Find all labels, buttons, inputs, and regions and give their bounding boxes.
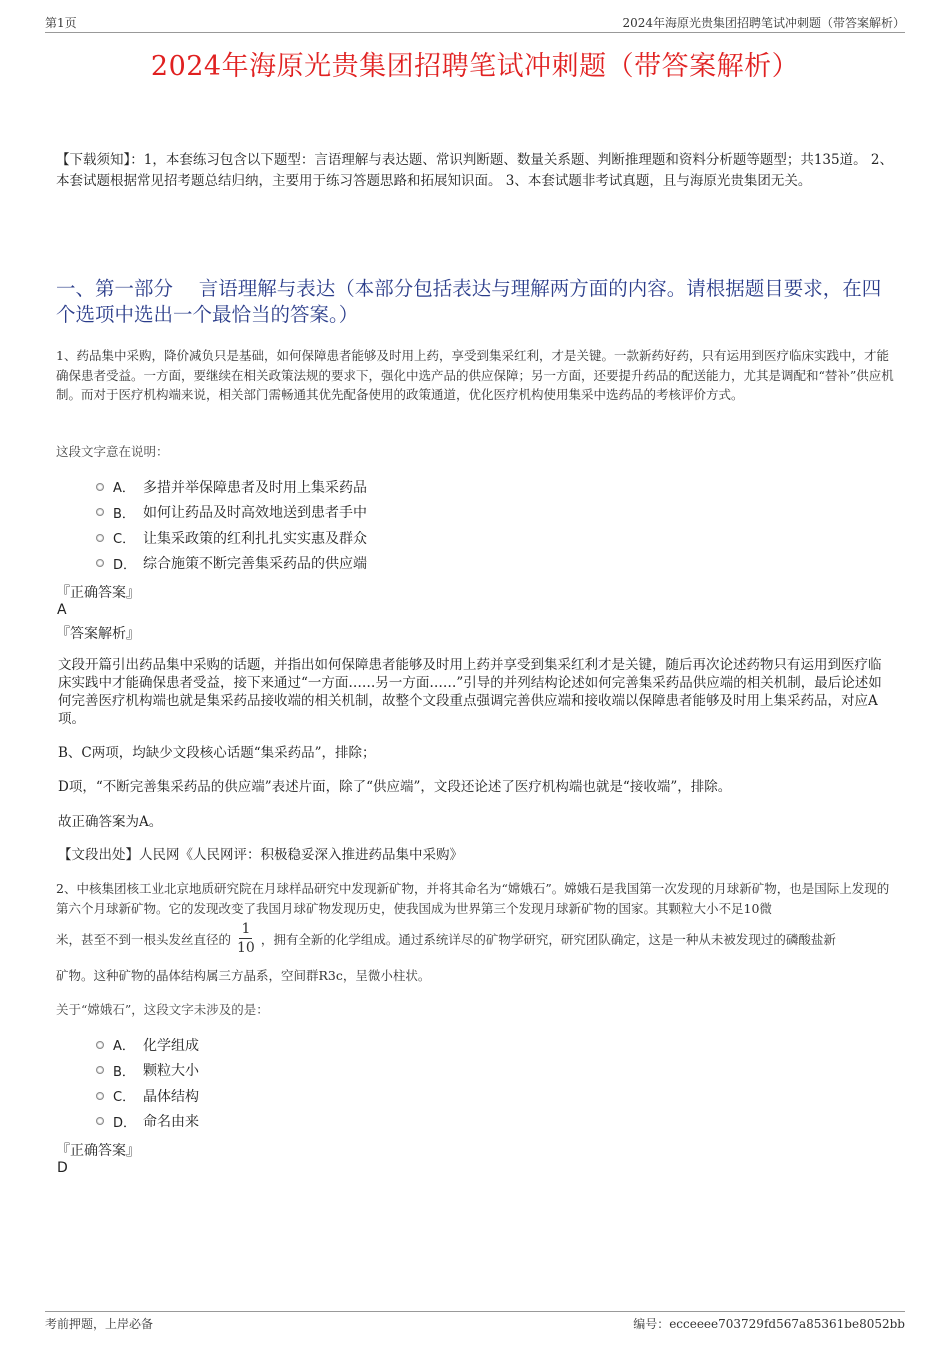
q2-text-line2: 米，甚至不到一根头发丝直径的 $\frac{1}{10}$ ，拥有全新的化学组成。通过系统详尽的矿物学研究，研究团队确定，这是一种从未被发现过的磷酸盐新 [56,921,836,956]
fraction-numerator: 1 [241,921,251,937]
document-title: 2024年海原光贵集团招聘笔试冲刺题（带答案解析） [150,51,800,82]
section-heading: 一、第一部分 言语理解与表达（本部分包括表达与理解两方面的内容。请根据题目要求，在四个选项中选出一个最恰当的答案。） [56,277,882,326]
q1-analysis-paragraph: 文段开篇引出药品集中采购的话题，并指出如何保障患者能够及时用上药并享受到集采红利才是关键，随后再次论述药物只有运用到医疗临床实践中才能确保患者受益，接下来通过“一方面……另一方面……”引导的并列结构论述如何完善集采药品供应端的相关机制，最后论述如何完善医疗机构端也就是集采药品接收端的相关机制，故整个文段重点强调完善供应端和接收端以保障患者能够及时用上集采药品，对应A项。 [58,657,882,727]
radio-icon[interactable] [96,483,104,491]
q1-answer: A [57,602,67,618]
page-footer [45,1311,905,1332]
radio-icon[interactable] [96,1092,104,1100]
q2-option-c[interactable]: C． 晶体结构 [96,1083,199,1109]
q1-analysis-d: D项，“不断完善集采药品的供应端”表述片面，除了“供应端”，文段还论述了医疗机构端也就是“接收端”，排除。 [58,779,732,795]
q1-options [96,474,367,576]
q2-option-b[interactable]: B． 颗粒大小 [96,1058,199,1084]
radio-icon[interactable] [96,1041,104,1049]
q1-text: 1、药品集中采购，降价减负只是基础，如何保障患者能够及时用上药，享受到集采红利，才是关键。一款新药好药，只有运用到医疗临床实践中，才能确保患者受益。一方面，要继续在相关政策法规的要求下，强化中选产品的供应保障；另一方面，还要提升药品的配送能力，尤其是调配和“替补”供应机制。而对于医疗机构端来说，相关部门需畅通其优先配备使用的政策通道，优化医疗机构使用集采中选药品的考核评价方式。 [56,348,894,402]
radio-icon[interactable] [96,559,104,567]
q1-source: 【文段出处】人民网《人民网评：积极稳妥深入推进药品集中采购》 [58,847,463,863]
q2-text-line1: 2、中核集团核工业北京地质研究院在月球样品研究中发现新矿物，并将其命名为“嫦娥石”。嫦娥石是我国第一次发现的月球新矿物，也是国际上发现的第六个月球新矿物。它的发现改变了我国月球矿物发现历史，使我国成为世界第三个发现月球新矿物的国家。其颗粒大小不足10微 [56,881,890,916]
radio-icon[interactable] [96,534,104,542]
q1-option-c[interactable]: C． 让集采政策的红利扎扎实实惠及群众 [96,525,367,551]
radio-icon[interactable] [96,1066,104,1074]
radio-icon[interactable] [96,508,104,516]
header-doc-title: 2024年海原光贵集团招聘笔试冲刺题（带答案解析） [622,16,905,30]
q1-stem: 这段文字意在说明： [56,444,169,459]
q2-answer-label: 『正确答案』 [56,1143,140,1159]
q2-options [96,1032,199,1134]
download-notice: 【下载须知】：1，本套练习包含以下题型：言语理解与表达题、常识判断题、数量关系题、判断推理题和资料分析题等题型；共135道。 2、本套试题根据常见招考题总结归纳，主要用于练习答题思路和拓展知识面。 3、本套试题非考试真题，且与海原光贵集团无关。 [56,152,893,189]
q1-option-a[interactable]: A． 多措并举保障患者及时用上集采药品 [96,474,367,500]
footer-serial: 编号：ecceeee703729fd567a85361be8052bb [633,1317,905,1331]
q1-analysis-label: 『答案解析』 [56,626,140,642]
q1-analysis-bc: B、C两项，均缺少文段核心话题“集采药品”，排除； [58,745,376,761]
q1-option-b[interactable]: B． 如何让药品及时高效地送到患者手中 [96,500,367,526]
fraction [237,920,255,957]
q1-conclusion: 故正确答案为A。 [58,814,163,830]
footer-slogan: 考前押题，上岸必备 [45,1317,154,1331]
page-header [45,14,905,33]
radio-icon[interactable] [96,1117,104,1125]
q1-answer-label: 『正确答案』 [56,585,140,601]
page-number: 第1页 [45,16,77,30]
q1-option-d[interactable]: D． 综合施策不断完善集采药品的供应端 [96,551,367,577]
q2-option-d[interactable]: D． 命名由来 [96,1109,199,1135]
q2-option-a[interactable]: A． 化学组成 [96,1032,199,1058]
fraction-denominator: 10 [237,940,255,956]
q2-stem: 关于“嫦娥石”，这段文字未涉及的是： [56,1002,269,1017]
q2-text-line3: 矿物。这种矿物的晶体结构属三方晶系，空间群R3c，呈微小柱状。 [56,968,431,983]
q2-answer: D [57,1160,68,1176]
